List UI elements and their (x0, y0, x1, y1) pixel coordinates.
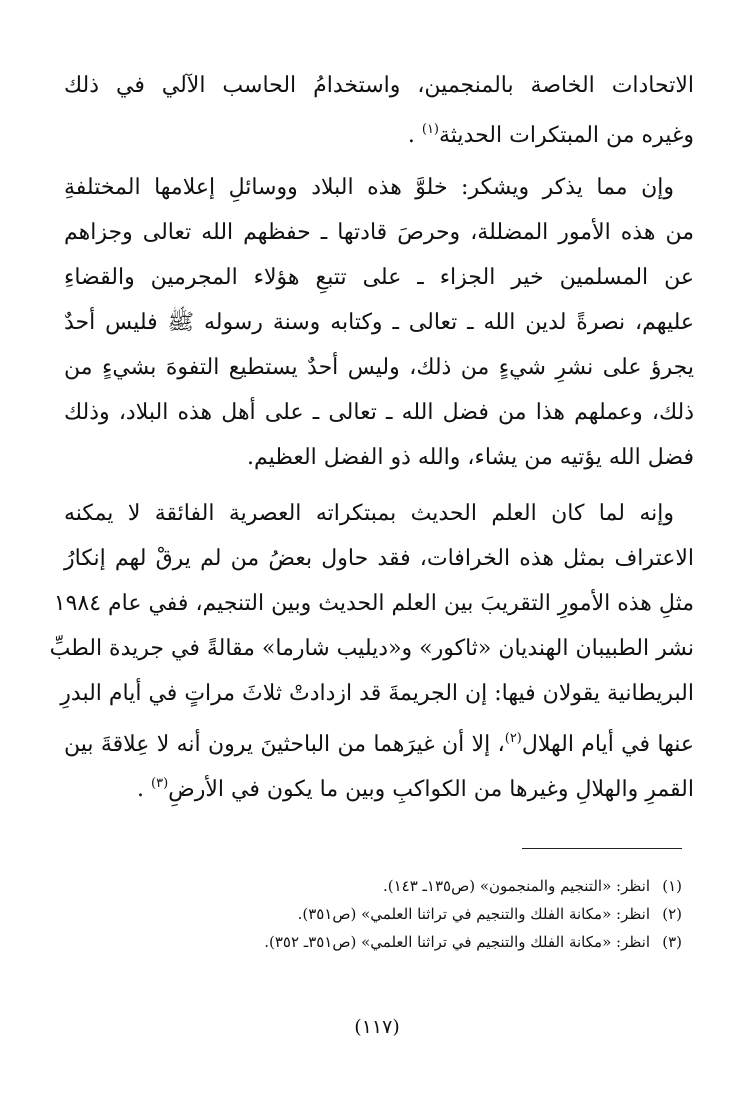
paragraph-3-line-7-text: القمرِ والهلالِ وغيرها من الكواكبِ وبين ما يكون في الأرضِ (168, 777, 694, 802)
footnote-1-number: (١) (662, 877, 682, 895)
footnote-2-number: (٢) (662, 905, 682, 923)
paragraph-3-line-4: نشر الطبيبان الهنديان «ثاكور» و«ديليب شارما» مقالةً في جريدة الطبِّ (49, 636, 694, 661)
paragraph-1-line-2-text: وغيره من المبتكرات الحديثة (439, 123, 694, 148)
footnote-2-text: انظر: «مكانة الفلك والتنجيم في تراثنا العلمي» (ص٣٥١). (297, 905, 650, 923)
paragraph-2-line-2: من هذه الأمور المضللة، وحرصَ قادتها ـ حفظهم الله تعالى وجزاهم (64, 220, 694, 245)
footnote-1-text: انظر: «التنجيم والمنجمون» (ص١٣٥ـ ١٤٣). (382, 877, 650, 895)
paragraph-2-line-4: عليهم، نصرةً لدين الله ـ تعالى ـ وكتابه وسنة رسوله ﷺ فليس أحدٌ (64, 310, 694, 335)
footnote-ref-2: (٢) (504, 731, 522, 746)
footnote-ref-3: (٣) (151, 776, 169, 791)
footnote-separator (522, 848, 682, 849)
paragraph-2-line-7: فضل الله يؤتيه من يشاء، والله ذو الفضل العظيم. (247, 445, 694, 470)
paragraph-3-line-1: وإنه لما كان العلم الحديث بمبتكراته العصرية الفائقة لا يمكنه (64, 501, 674, 526)
paragraph-3-line-6-text-a: عنها في أيام الهلال (521, 732, 694, 757)
paragraph-1-line-1: الاتحادات الخاصة بالمنجمين، واستخدامُ الحاسب الآلي في ذلك (64, 73, 694, 98)
paragraph-3-line-6-text-b: ، إلا أن غيرَهما من الباحثينَ يرون أنه لا عِلاقةَ بين (64, 732, 505, 757)
paragraph-2-line-1: وإن مما يذكر ويشكر: خلوَّ هذه البلاد ووسائلِ إعلامها المختلفةِ (64, 175, 674, 200)
page-number: (١١٧) (354, 1016, 400, 1038)
paragraph-1-line-2 (64, 110, 694, 156)
paragraph-2-line-3: عن المسلمين خير الجزاء ـ على تتبعِ هؤلاء المجرمين والقضاءِ (64, 265, 694, 290)
footnote-3-text: انظر: «مكانة الفلك والتنجيم في تراثنا العلمي» (ص٣٥١ـ ٣٥٢). (264, 933, 650, 951)
paragraph-3-line-5: البريطانية يقولان فيها: إن الجريمةَ قد ازدادتْ ثلاثَ مراتٍ في أيام البدرِ (60, 681, 694, 706)
paragraph-2-line-6: ذلك، وعملهم هذا من فضل الله ـ تعالى ـ على أهل هذه البلاد، وذلك (64, 400, 694, 425)
paragraph-1-line-2-end: . (407, 123, 422, 148)
footnote-1 (82, 874, 682, 898)
paragraph-3-line-2: الاعتراف بمثل هذه الخرافات، فقد حاول بعضُ من لم يرقْ لهم إنكارُ (64, 546, 694, 571)
footnote-3-number: (٣) (662, 933, 682, 951)
paragraph-3-line-7-end: . (137, 777, 152, 802)
paragraph-2-line-5: يجرؤ على نشرِ شيءٍ من ذلك، وليس أحدٌ يستطيع التفوهَ بشيءٍ من (64, 355, 694, 380)
footnote-ref-1: (١) (421, 122, 439, 137)
footnote-2 (82, 902, 682, 926)
paragraph-3-line-3: مثلِ هذه الأمورِ التقريبَ بين العلم الحديث وبين التنجيم، ففي عام ١٩٨٤ (53, 591, 694, 616)
footnote-3 (82, 930, 682, 954)
paragraph-3-line-6 (64, 719, 694, 765)
paragraph-3-line-7 (64, 764, 694, 810)
